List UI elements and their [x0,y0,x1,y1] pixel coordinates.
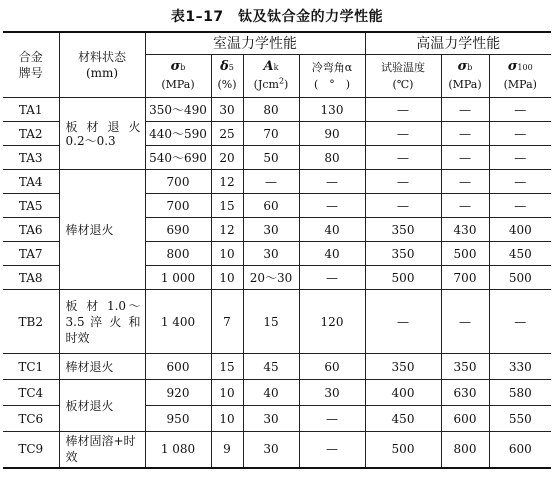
cell-delta5: 10 [211,406,243,432]
cell-bend: 40 [299,242,365,266]
cell-state: 棒材固溶+时效 [59,432,145,468]
cell-sigma-b: 1 400 [145,290,211,354]
cell-ak: 70 [243,122,299,146]
cell-ak: 30 [243,406,299,432]
cell-grade: TB2 [3,290,59,354]
header-sigma-100: σ100 (MPa) [489,55,551,98]
cell-test-temp: — [365,194,441,218]
table-row [3,432,551,468]
mechanical-properties-table [3,31,551,469]
header-row-1 [3,32,551,55]
cell-high-sigma-b: 630 [441,380,489,406]
cell-test-temp: 450 [365,406,441,432]
header-ak: Ak (Jcm$^2$) [243,55,299,98]
cell-sigma-b: 440～590 [145,122,211,146]
cell-ak: 30 [243,242,299,266]
cell-state: 棒材退火 [59,170,145,290]
cell-grade: TA8 [3,266,59,290]
cell-delta5: 20 [211,146,243,170]
cell-sigma-100: — [489,122,551,146]
cell-sigma-100: 580 [489,380,551,406]
cell-high-sigma-b: 700 [441,266,489,290]
cell-sigma-100: 400 [489,218,551,242]
cell-test-temp: 350 [365,354,441,380]
cell-bend: 30 [299,380,365,406]
cell-sigma-b: 690 [145,218,211,242]
cell-high-sigma-b: 800 [441,432,489,468]
cell-bend: — [299,194,365,218]
cell-grade: TC1 [3,354,59,380]
cell-delta5: 15 [211,354,243,380]
header-delta5: δ5 (%) [211,55,243,98]
cell-ak: 50 [243,146,299,170]
cell-sigma-100: — [489,290,551,354]
cell-test-temp: 350 [365,218,441,242]
header-sigma-b: σb (MPa) [145,55,211,98]
table-row [3,290,551,354]
cell-bend: — [299,432,365,468]
header-grade: 合金牌号 [3,32,59,98]
cell-sigma-100: 600 [489,432,551,468]
cell-ak: 15 [243,290,299,354]
cell-sigma-100: — [489,98,551,122]
cell-high-sigma-b: 500 [441,242,489,266]
cell-delta5: 10 [211,242,243,266]
cell-high-sigma-b: 430 [441,218,489,242]
cell-sigma-100: — [489,194,551,218]
header-high-temp: 高温力学性能 [365,32,551,55]
cell-ak: 40 [243,380,299,406]
cell-sigma-b: 600 [145,354,211,380]
cell-state: 板 材 退 火 0.2～0.3 [59,98,145,170]
cell-sigma-100: 330 [489,354,551,380]
table-row [3,170,551,194]
cell-delta5: 12 [211,218,243,242]
cell-sigma-100: — [489,170,551,194]
cell-bend: 80 [299,146,365,170]
cell-sigma-b: 950 [145,406,211,432]
cell-bend: — [299,170,365,194]
cell-delta5: 30 [211,98,243,122]
table-caption: 表1–17 钛及钛合金的力学性能 [170,9,384,25]
cell-high-sigma-b: — [441,290,489,354]
cell-test-temp: 400 [365,380,441,406]
cell-high-sigma-b: — [441,122,489,146]
cell-ak: 30 [243,218,299,242]
header-room-temp: 室温力学性能 [145,32,365,55]
cell-grade: TA1 [3,98,59,122]
cell-high-sigma-b: — [441,170,489,194]
cell-high-sigma-b: 350 [441,354,489,380]
cell-ak: 80 [243,98,299,122]
cell-sigma-100: 500 [489,266,551,290]
cell-ak: 45 [243,354,299,380]
cell-bend: — [299,406,365,432]
cell-test-temp: 500 [365,266,441,290]
cell-sigma-b: 350～490 [145,98,211,122]
cell-sigma-b: 920 [145,380,211,406]
cell-bend: — [299,266,365,290]
cell-grade: TA4 [3,170,59,194]
table-row [3,380,551,406]
cell-grade: TA3 [3,146,59,170]
header-bend-angle: 冷弯角α ( ° ) [299,55,365,98]
cell-test-temp: — [365,290,441,354]
cell-grade: TC9 [3,432,59,468]
cell-test-temp: — [365,122,441,146]
cell-sigma-b: 700 [145,194,211,218]
cell-grade: TA2 [3,122,59,146]
cell-ak: — [243,170,299,194]
cell-state: 棒材退火 [59,354,145,380]
cell-test-temp: — [365,170,441,194]
cell-delta5: 7 [211,290,243,354]
cell-sigma-100: 450 [489,242,551,266]
cell-sigma-b: 800 [145,242,211,266]
cell-sigma-b: 700 [145,170,211,194]
cell-sigma-100: 550 [489,406,551,432]
header-high-sigma-b: σb (MPa) [441,55,489,98]
cell-grade: TA7 [3,242,59,266]
cell-sigma-b: 1 000 [145,266,211,290]
cell-test-temp: 500 [365,432,441,468]
cell-sigma-b: 540～690 [145,146,211,170]
cell-bend: 120 [299,290,365,354]
cell-test-temp: — [365,98,441,122]
cell-grade: TA6 [3,218,59,242]
cell-delta5: 15 [211,194,243,218]
cell-delta5: 10 [211,380,243,406]
cell-grade: TA5 [3,194,59,218]
cell-bend: 130 [299,98,365,122]
cell-high-sigma-b: — [441,98,489,122]
cell-ak: 60 [243,194,299,218]
cell-test-temp: — [365,146,441,170]
cell-delta5: 25 [211,122,243,146]
table-row [3,98,551,122]
cell-delta5: 9 [211,432,243,468]
cell-delta5: 10 [211,266,243,290]
cell-bend: 40 [299,218,365,242]
header-state: 材料状态 (mm) [59,32,145,98]
cell-grade: TC4 [3,380,59,406]
table-row [3,354,551,380]
cell-high-sigma-b: 600 [441,406,489,432]
cell-ak: 30 [243,432,299,468]
cell-sigma-100: — [489,146,551,170]
cell-bend: 60 [299,354,365,380]
cell-bend: 90 [299,122,365,146]
cell-sigma-b: 1 080 [145,432,211,468]
cell-ak: 20～30 [243,266,299,290]
cell-high-sigma-b: — [441,146,489,170]
cell-state: 板 材 1.0～3.5 淬 火 和 时效 [59,290,145,354]
cell-delta5: 12 [211,170,243,194]
cell-grade: TC6 [3,406,59,432]
header-test-temp: 试验温度 (℃) [365,55,441,98]
cell-high-sigma-b: — [441,194,489,218]
cell-test-temp: 350 [365,242,441,266]
cell-state: 板材退火 [59,380,145,432]
